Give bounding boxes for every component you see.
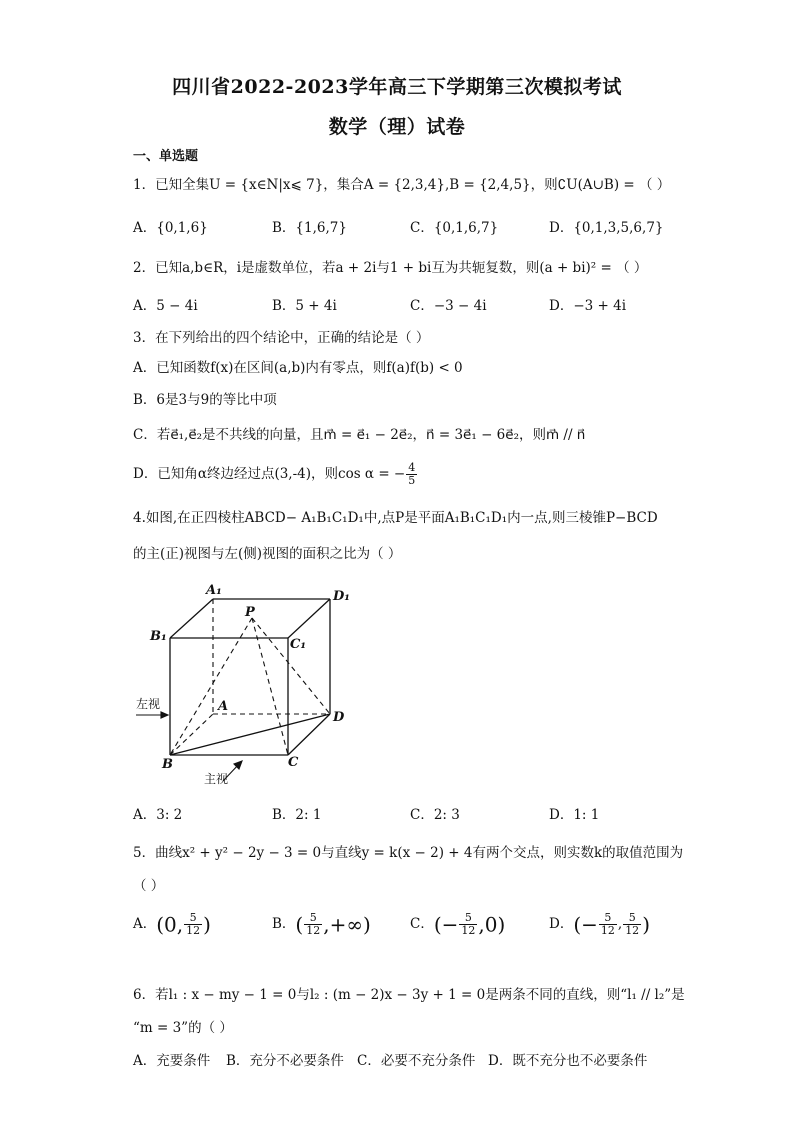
label-front-view: 主视 bbox=[204, 772, 229, 786]
fraction-denominator: 12 bbox=[600, 924, 615, 937]
label-a1: A₁ bbox=[206, 583, 222, 598]
option-letter: A． bbox=[133, 916, 157, 932]
question-1-option-d: D．{0,1,3,5,6,7} bbox=[549, 220, 664, 236]
question-4-option-c: C．2: 3 bbox=[410, 807, 460, 823]
fraction bbox=[623, 912, 641, 937]
fraction bbox=[304, 912, 322, 937]
interval-right: ) bbox=[642, 912, 650, 937]
question-5-option-c bbox=[410, 912, 505, 937]
label-b1: B₁ bbox=[150, 629, 167, 644]
fraction bbox=[406, 462, 417, 487]
prism-figure bbox=[130, 578, 370, 788]
fraction-numerator: 5 bbox=[623, 912, 641, 925]
interval-left: (− bbox=[573, 912, 598, 937]
option-letter: B． bbox=[272, 916, 296, 932]
label-p: P bbox=[245, 605, 255, 620]
question-3-option-d-text: D．已知角α终边经过点(3,-4)，则cos α = − bbox=[133, 466, 406, 482]
page-title: 四川省2022-2023学年高三下学期第三次模拟考试 bbox=[172, 76, 622, 98]
interval-left: (− bbox=[433, 912, 459, 937]
question-1-option-c: C．{0,1,6,7} bbox=[410, 220, 499, 236]
interval-left: ( bbox=[295, 912, 304, 937]
question-3-text: 3．在下列给出的四个结论中，正确的结论是（ ） bbox=[133, 330, 430, 346]
question-4-option-a: A．3: 2 bbox=[133, 807, 183, 823]
question-2-text: 2．已知a,b∈R，i是虚数单位，若a + 2i与1 + bi互为共轭复数，则(a + bi)² = （ ） bbox=[133, 260, 648, 276]
question-5-line-2: （ ） bbox=[133, 878, 165, 894]
question-5-option-a bbox=[133, 912, 211, 937]
question-4-option-d: D．1: 1 bbox=[549, 807, 600, 823]
question-6-option-b: B．充分不必要条件 bbox=[226, 1053, 344, 1069]
interval-right: ) bbox=[203, 912, 211, 937]
question-6-option-d: D．既不充分也不必要条件 bbox=[488, 1053, 648, 1069]
fraction-numerator: 5 bbox=[184, 912, 202, 925]
question-2-option-d: D．−3 + 4i bbox=[549, 298, 627, 314]
interval-comma: , bbox=[617, 916, 623, 932]
fraction-numerator: 5 bbox=[304, 912, 322, 925]
fraction bbox=[599, 912, 617, 937]
label-d: D bbox=[333, 710, 345, 725]
question-3-option-a: A．已知函数f(x)在区间(a,b)内有零点，则f(a)f(b) < 0 bbox=[133, 360, 463, 376]
question-4-option-b: B．2: 1 bbox=[272, 807, 322, 823]
question-4-line-1: 4.如图,在正四棱柱ABCD− A₁B₁C₁D₁中,点P是平面A₁B₁C₁D₁内一点,则三棱锥P−BCD bbox=[133, 510, 658, 526]
interval-right: ,0) bbox=[478, 912, 506, 937]
label-c: C bbox=[288, 755, 299, 770]
fraction bbox=[459, 912, 477, 937]
question-5-option-d bbox=[549, 912, 650, 937]
question-3-option-d bbox=[133, 462, 418, 487]
fraction-denominator: 12 bbox=[625, 924, 640, 937]
question-2-option-a: A．5 − 4i bbox=[133, 298, 198, 314]
question-5-line-1: 5．曲线x² + y² − 2y − 3 = 0与直线y = k(x − 2) + 4有两个交点，则实数k的取值范围为 bbox=[133, 845, 684, 861]
question-6-option-a: A．充要条件 bbox=[133, 1053, 211, 1069]
question-5-option-b bbox=[272, 912, 371, 937]
label-b: B bbox=[162, 757, 173, 772]
fraction bbox=[184, 912, 202, 937]
fraction-denominator: 12 bbox=[306, 924, 321, 937]
page-subtitle: 数学（理）试卷 bbox=[328, 116, 466, 138]
question-3-option-b: B．6是3与9的等比中项 bbox=[133, 392, 277, 408]
question-1-option-b: B．{1,6,7} bbox=[272, 220, 347, 236]
label-c1: C₁ bbox=[290, 637, 307, 652]
question-2-option-b: B．5 + 4i bbox=[272, 298, 337, 314]
label-left-view: 左视 bbox=[136, 697, 161, 711]
fraction-denominator: 12 bbox=[186, 924, 201, 937]
question-6-line-2: “m = 3”的（ ） bbox=[133, 1020, 233, 1036]
question-2-option-c: C．−3 − 4i bbox=[410, 298, 487, 314]
label-a: A bbox=[218, 699, 229, 714]
question-1-text: 1．已知全集U = {x∈N|x⩽ 7}，集合A = {2,3,4},B = {2,4,5}，则∁U(A∪B) = （ ） bbox=[133, 177, 671, 193]
question-3-option-c: C．若e⃗₁,e⃗₂是不共线的向量，且m⃗ = e⃗₁ − 2e⃗₂，n⃗ = 3e⃗₁ − 6e⃗₂，则m⃗ // n⃗ bbox=[133, 427, 586, 443]
question-1-option-a: A．{0,1,6} bbox=[133, 220, 208, 236]
section-heading: 一、单选题 bbox=[133, 149, 199, 164]
question-6-line-1: 6．若l₁ : x − my − 1 = 0与l₂ : (m − 2)x − 3y + 1 = 0是两条不同的直线，则“l₁ // l₂”是 bbox=[133, 987, 685, 1003]
question-6-option-c: C．必要不充分条件 bbox=[357, 1053, 476, 1069]
fraction-numerator: 5 bbox=[459, 912, 477, 925]
fraction-denominator: 12 bbox=[461, 924, 476, 937]
interval-right: ,+∞) bbox=[323, 912, 371, 937]
fraction-denominator: 5 bbox=[408, 474, 416, 487]
fraction-numerator: 4 bbox=[408, 461, 416, 474]
option-letter: D． bbox=[549, 916, 574, 932]
interval-left: (0, bbox=[156, 912, 184, 937]
fraction-numerator: 5 bbox=[599, 912, 617, 925]
question-4-line-2: 的主(正)视图与左(侧)视图的面积之比为（ ） bbox=[133, 546, 402, 562]
option-letter: C． bbox=[410, 916, 434, 932]
label-d1: D₁ bbox=[333, 589, 350, 604]
